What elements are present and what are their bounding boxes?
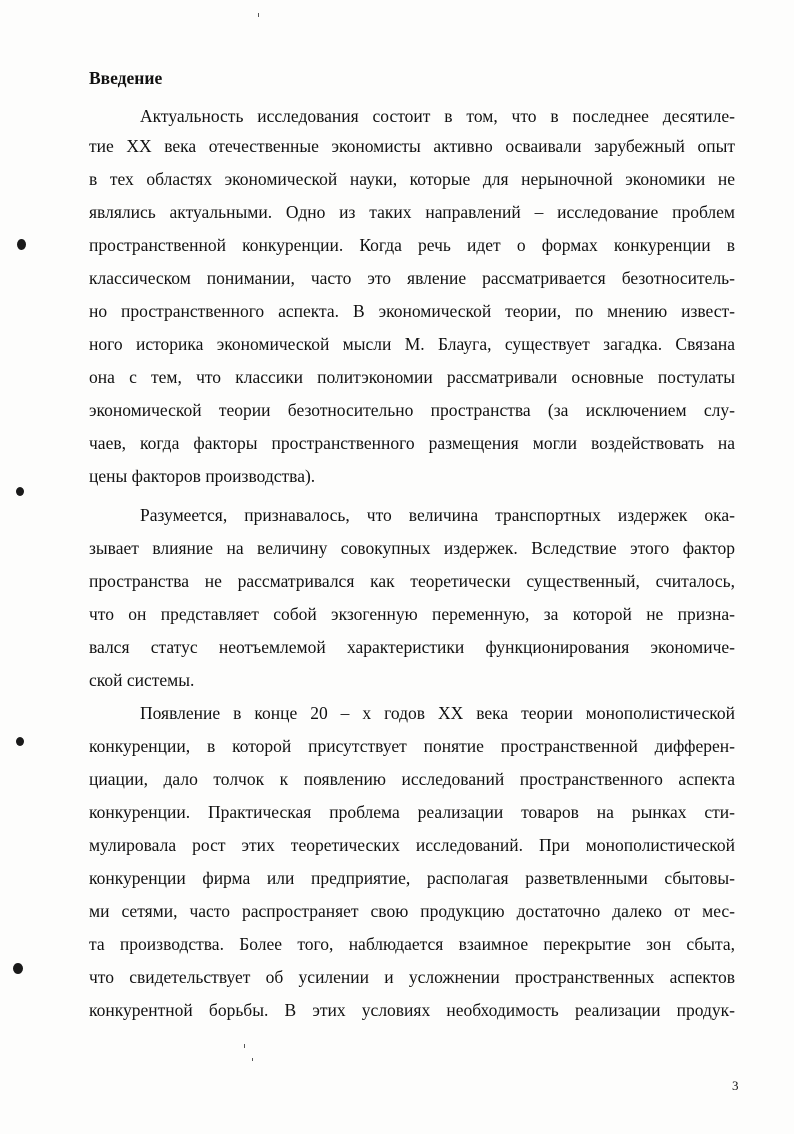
binding-hole-mark [13,963,23,974]
text-line: она с тем, что классики политэкономии рассматривали основные постулаты [89,367,735,387]
text-line: конкуренции. Практическая проблема реализации товаров на рынках сти- [89,802,735,822]
text-line: Актуальность исследования состоит в том, что в последнее десятиле- [140,106,735,126]
scan-speck [244,1044,245,1048]
text-line: что свидетельствует об усилении и усложнении пространственных аспектов [89,967,735,987]
binding-hole-mark [17,239,26,250]
section-heading: Введение [89,68,163,88]
text-line: циации, дало толчок к появлению исследований пространственного аспекта [89,769,735,789]
page-number: 3 [732,1078,739,1093]
scan-speck [252,1058,253,1061]
text-line: зывает влияние на величину совокупных издержек. Вследствие этого фактор [89,538,735,558]
binding-hole-mark [16,737,24,746]
text-line: вался статус неотъемлемой характеристики функционирования экономиче- [89,637,735,657]
text-line: конкурентной борьбы. В этих условиях необходимость реализации продук- [89,1000,735,1020]
text-line: в тех областях экономической науки, которые для нерыночной экономики не [89,169,735,189]
text-line: Появление в конце 20 – х годов XX века теории монополистической [140,703,735,723]
text-line: пространственной конкуренции. Когда речь идет о формах конкуренции в [89,235,735,255]
text-line: чаев, когда факторы пространственного размещения могли воздействовать на [89,433,735,453]
text-line: мулировала рост этих теоретических исследований. При монополистической [89,835,735,855]
text-line: пространства не рассматривался как теоретически существенный, считалось, [89,571,735,591]
text-line: ного историка экономической мысли М. Блауга, существует загадка. Связана [89,334,735,354]
text-line: ской системы. [89,670,195,690]
scan-speck [258,13,259,17]
text-line: экономической теории безотносительно пространства (за исключением слу- [89,400,735,420]
text-line: конкуренции фирма или предприятие, располагая разветвленными сбытовы- [89,868,735,888]
text-line: что он представляет собой экзогенную переменную, за которой не призна- [89,604,735,624]
text-line: являлись актуальными. Одно из таких направлений – исследование проблем [89,202,735,222]
text-line: но пространственного аспекта. В экономической теории, по мнению извест- [89,301,735,321]
text-line: та производства. Более того, наблюдается взаимное перекрытие зон сбыта, [89,934,735,954]
text-line: цены факторов производства). [89,466,316,486]
text-line: классическом понимании, часто это явление рассматривается безотноситель- [89,268,735,288]
text-line: Разумеется, признавалось, что величина транспортных издержек ока- [140,505,735,525]
binding-hole-mark [16,487,24,496]
text-line: тие XX века отечественные экономисты активно осваивали зарубежный опыт [89,136,735,156]
text-line: конкуренции, в которой присутствует понятие пространственной дифферен- [89,736,735,756]
text-line: ми сетями, часто распространяет свою продукцию достаточно далеко от мес- [89,901,735,921]
